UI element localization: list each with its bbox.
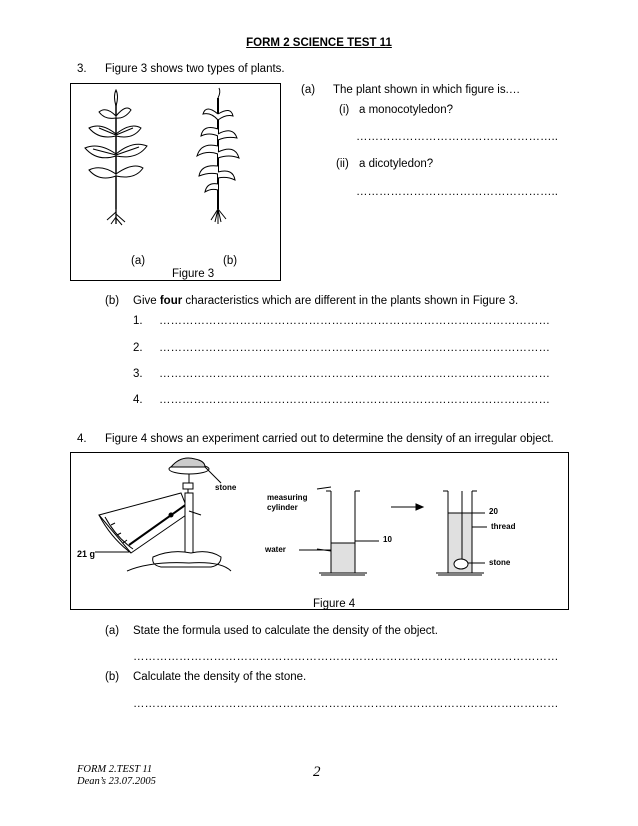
q3-number: 3.	[77, 63, 87, 75]
figure-3-box	[70, 83, 281, 281]
level-10-label: 10	[383, 535, 392, 544]
q3-b-item-4-number: 4.	[133, 394, 143, 406]
q3-part-a-text: The plant shown in which figure is.…	[333, 84, 521, 96]
q4-part-a-label: (a)	[105, 625, 120, 637]
q4-part-b-answer-line[interactable]: …………………………………………………………………………………………………	[133, 698, 559, 710]
figure-4-box	[70, 452, 569, 610]
cylinder-label: cylinder	[267, 503, 298, 512]
q3-part-a-i-label: (i)	[339, 104, 350, 116]
q3-part-a-i-answer-line[interactable]: ……………………………………………..	[356, 131, 558, 143]
q3-b-item-1-number: 1.	[133, 315, 143, 327]
q3-part-a-ii-label: (ii)	[336, 158, 349, 170]
dicot-plant-illustration	[71, 84, 282, 282]
q3-part-a-i-text: a monocotyledon?	[359, 104, 453, 116]
q3-part-b-text: Give four characteristics which are different in the plants shown in Figure 3.	[133, 295, 519, 307]
q4-part-b-text: Calculate the density of the stone.	[133, 671, 307, 683]
density-experiment-illustration	[71, 453, 570, 611]
q4-part-b-label: (b)	[105, 671, 120, 683]
stone-label: stone	[215, 483, 237, 492]
footer-test-name: FORM 2.TEST 11	[77, 764, 153, 775]
measuring-label: measuring	[267, 493, 308, 502]
page-number: 2	[313, 764, 321, 780]
level-20-label: 20	[489, 507, 498, 516]
q3-b-item-3-answer-line[interactable]: …………………………………………………………………………………………	[159, 368, 550, 380]
q4-number: 4.	[77, 433, 87, 445]
figure-4-caption: Figure 4	[313, 598, 356, 610]
q4-text: Figure 4 shows an experiment carried out to determine the density of an irregular object.	[105, 433, 554, 445]
q4-part-a-text: State the formula used to calculate the density of the object.	[133, 625, 438, 637]
water-label: water	[265, 545, 286, 554]
figure-3-label-a: (a)	[131, 255, 146, 267]
q3-b-item-1-answer-line[interactable]: …………………………………………………………………………………………	[159, 315, 550, 327]
figure-3-label-b: (b)	[223, 255, 238, 267]
q3-b-item-4-answer-line[interactable]: …………………………………………………………………………………………	[159, 394, 550, 406]
q3-text: Figure 3 shows two types of plants.	[105, 63, 285, 75]
q3-part-a-label: (a)	[301, 84, 316, 96]
q3-b-item-3-number: 3.	[133, 368, 143, 380]
stone2-label: stone	[489, 558, 511, 567]
figure-3-caption: Figure 3	[172, 268, 215, 280]
q3-part-a-ii-answer-line[interactable]: ……………………………………………..	[356, 186, 558, 198]
q3-part-a-ii-text: a dicotyledon?	[359, 158, 434, 170]
q3-b-item-2-number: 2.	[133, 342, 143, 354]
q3-b-item-2-answer-line[interactable]: …………………………………………………………………………………………	[159, 342, 550, 354]
thread-label: thread	[491, 522, 516, 531]
q4-part-a-answer-line[interactable]: …………………………………………………………………………………………………	[133, 651, 559, 663]
scale-reading-label: 21 g	[77, 549, 96, 559]
q3-part-b-label: (b)	[105, 295, 120, 307]
footer-date: Dean’s 23.07.2005	[77, 776, 156, 787]
page-title: FORM 2 SCIENCE TEST 11	[246, 37, 392, 49]
